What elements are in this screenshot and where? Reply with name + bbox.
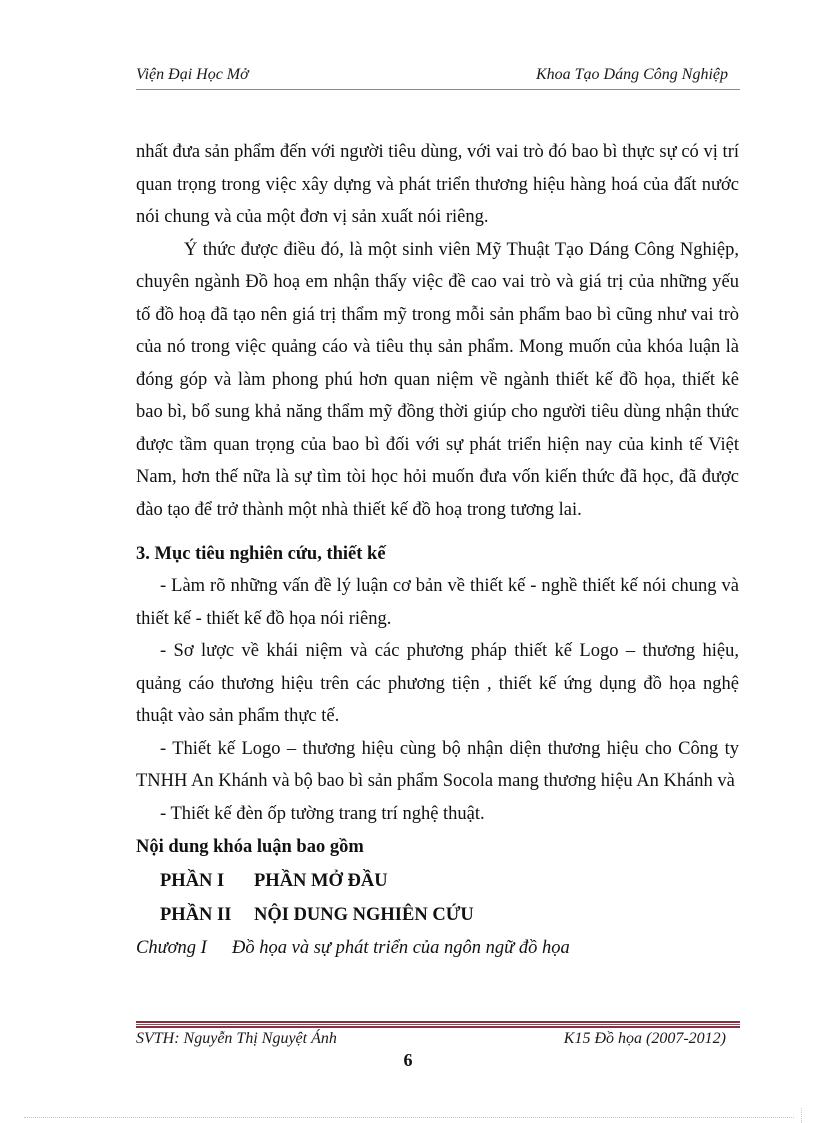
chapter-1-number: Chương I — [136, 938, 207, 958]
page-boundary-horizontal — [24, 1117, 794, 1118]
footer-student: SVTH: Nguyễn Thị Nguyệt Ánh — [136, 1030, 337, 1047]
part-2 — [136, 898, 739, 932]
header-institution: Viện Đại Học Mở — [136, 66, 249, 83]
header-rule — [136, 89, 740, 90]
page-boundary-vertical — [801, 1108, 802, 1123]
header-faculty: Khoa Tạo Dáng Công Nghiệp — [535, 66, 728, 83]
part-1 — [136, 864, 739, 898]
chapter-1-title: Đồ họa và sự phát triển của ngôn ngữ đồ họa — [232, 938, 570, 958]
body-text — [136, 136, 739, 964]
part-1-number: PHẦN I — [160, 871, 225, 891]
objective-item-4: - Thiết kế đèn ốp tường trang trí nghệ thuật. — [160, 803, 485, 824]
part-1-title: PHẦN MỞ ĐẦU — [254, 871, 388, 891]
page-number: 6 — [403, 1050, 413, 1070]
part-2-number: PHẦN II — [160, 905, 232, 925]
content-heading: Nội dung khóa luận bao gồm — [136, 837, 364, 857]
objective-item-1: - Làm rõ những vấn đề lý luận cơ bản về thiết kế - nghề thiết kế nói chung và thiết kế - thiết kế đồ họa nói riêng. — [136, 576, 739, 629]
footer-rule-top — [136, 1021, 740, 1023]
footer-course: K15 Đồ họa (2007-2012) — [563, 1030, 726, 1047]
chapter-1 — [136, 932, 739, 964]
section-3-heading: 3. Mục tiêu nghiên cứu, thiết kế — [136, 544, 386, 564]
part-2-title: NỘI DUNG NGHIÊN CỨU — [254, 905, 474, 925]
objective-item-2: - Sơ lược về khái niệm và các phương pháp thiết kế Logo – thương hiệu, quảng cáo thương hiệu trên các phương tiện , thiết kế ứng dụng đồ họa nghệ thuật vào sản phẩm thực tế. — [136, 641, 739, 726]
footer-rule-bottom — [136, 1026, 740, 1028]
paragraph-1: nhất đưa sản phẩm đến với người tiêu dùng, với vai trò đó bao bì thực sự có vị trí quan trọng trong việc xây dựng và phát triển thương hiệu hàng hoá của đất nước nói chung và của một đơn vị sản xuất nói riêng. — [136, 142, 739, 227]
paragraph-2: Ý thức được điều đó, là một sinh viên Mỹ Thuật Tạo Dáng Công Nghiệp, chuyên ngành Đồ hoạ em nhận thấy việc đề cao vai trò và giá trị của những yếu tố đồ hoạ đã tạo nên giá trị thẩm mỹ trong mỗi sản phẩm bao bì cũng như vai trò của nó trong việc quảng cáo và tiêu thụ sản phẩm. Mong muốn của khóa luận là đóng góp và làm phong phú hơn quan niệm về ngành thiết kế đồ họa, thiết kê bao bì, bổ sung khả năng thẩm mỹ đồng thời giúp cho người tiêu dùng nhận thức được tầm quan trọng của bao bì đối với sự phát triển hiện nay của kinh tế Việt Nam, hơn thế nữa là sự tìm tòi học hỏi muốn đưa vốn kiến thức đã học, đã được đào tạo để trở thành một nhà thiết kế đồ hoạ trong tương lai. — [136, 239, 739, 520]
footer-rule-middle — [136, 1024, 740, 1025]
objective-item-3: - Thiết kế Logo – thương hiệu cùng bộ nhận diện thương hiệu cho Công ty TNHH An Khánh và bộ bao bì sản phẩm Socola mang thương hiệu An Khánh và — [136, 738, 739, 791]
